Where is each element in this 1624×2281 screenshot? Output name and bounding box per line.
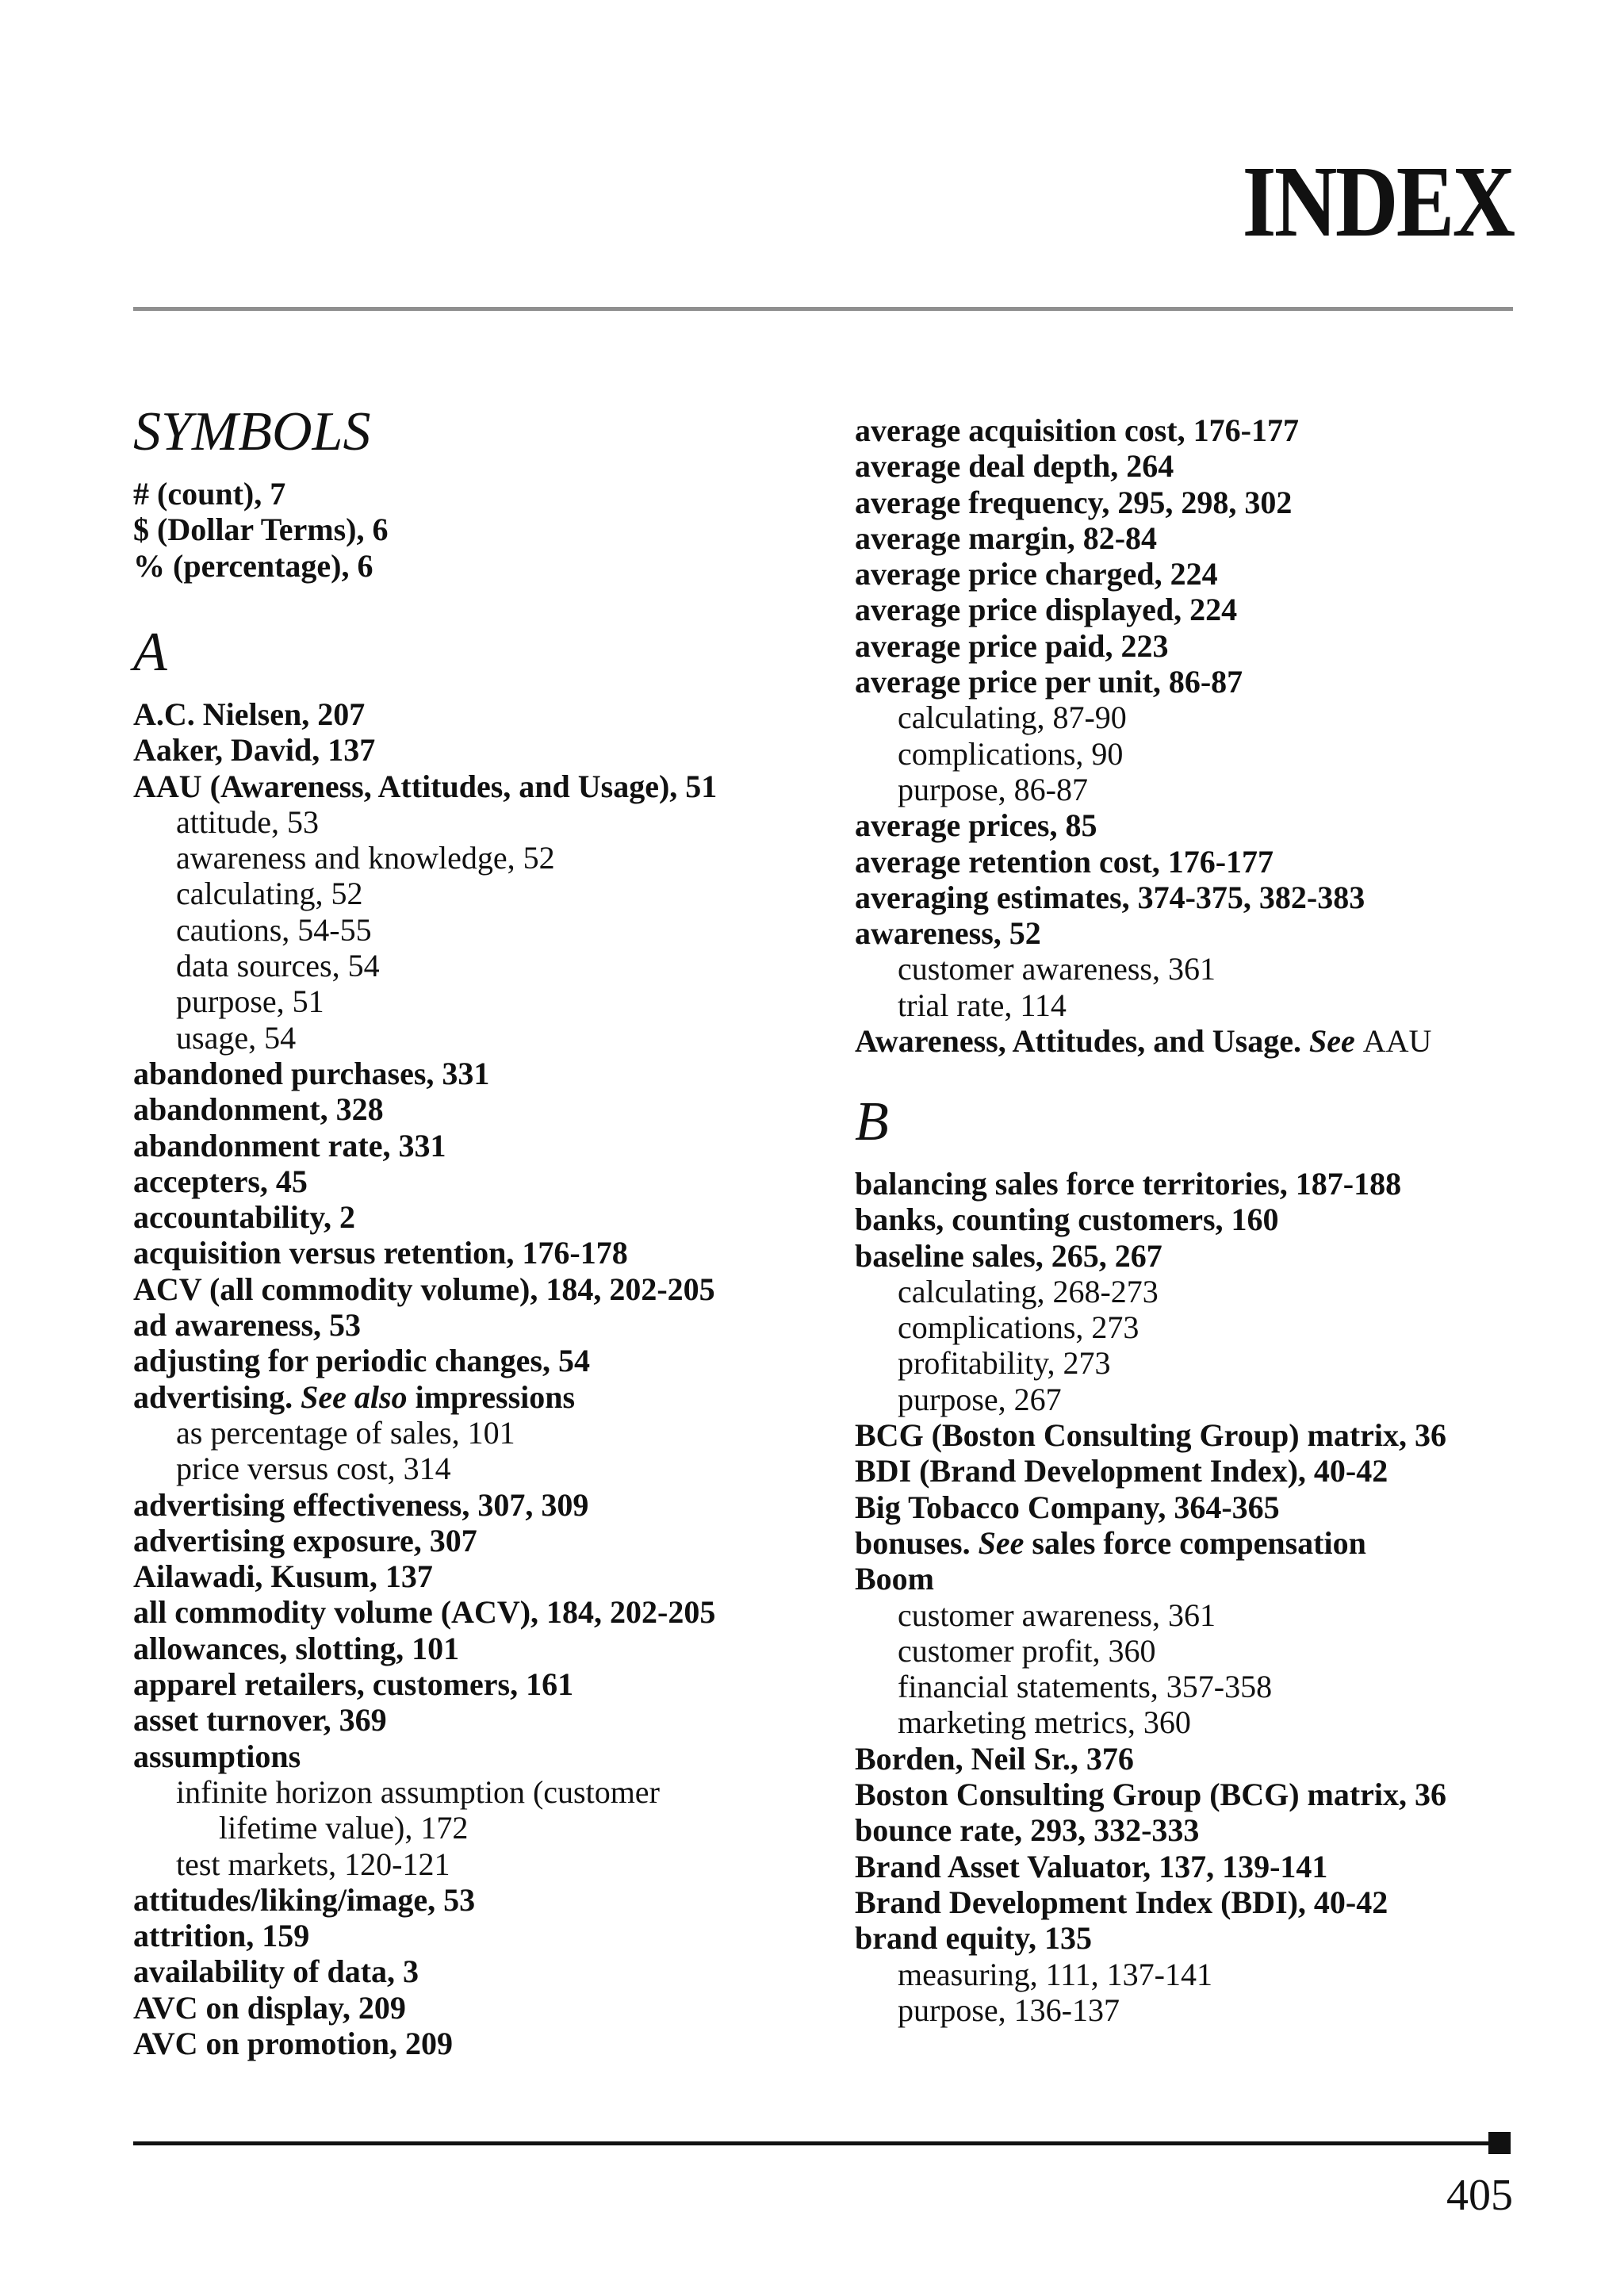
index-entry: [133, 1199, 847, 1235]
entry-text: customer awareness, 361: [898, 951, 1216, 987]
index-entry: [133, 1056, 847, 1091]
index-entry: [133, 548, 847, 584]
index-entry: [855, 1849, 1553, 1884]
index-subentry: [855, 1633, 1553, 1669]
index-entry: [855, 1561, 1553, 1597]
entry-text: customer profit, 360: [898, 1632, 1156, 1669]
see-reference: See also: [301, 1378, 408, 1415]
index-entry: [133, 1702, 847, 1738]
index-entry: [855, 664, 1553, 700]
entry-text: # (count), 7: [133, 476, 286, 512]
index-entry: [133, 732, 847, 768]
index-subentry: [855, 772, 1553, 807]
entry-text: average acquisition cost, 176-177: [855, 412, 1299, 448]
entry-text: average prices, 85: [855, 807, 1097, 844]
entry-text: all commodity volume (ACV), 184, 202-205: [133, 1594, 716, 1631]
index-entry: [855, 1238, 1553, 1274]
entry-text: awareness and knowledge, 52: [176, 840, 555, 876]
entry-text: abandonment rate, 331: [133, 1127, 446, 1164]
index-entry: [133, 1379, 847, 1415]
entry-text: average price displayed, 224: [855, 592, 1238, 628]
section-a: [133, 622, 847, 2061]
index-entry: [855, 1525, 1553, 1561]
index-subentry: [855, 736, 1553, 772]
index-entry: [133, 1882, 847, 1918]
page-number: 405: [1446, 2171, 1513, 2220]
index-subentry: [133, 1451, 847, 1486]
index-entry: [133, 1164, 847, 1199]
index-entry: [855, 628, 1553, 664]
footer-rule: [133, 2141, 1491, 2145]
index-entry: [855, 915, 1553, 951]
entry-text: accountability, 2: [133, 1199, 356, 1236]
entry-text: attitudes/liking/image, 53: [133, 1881, 476, 1918]
index-entry: [855, 1023, 1553, 1059]
index-subentry: [855, 700, 1553, 735]
entry-text: lifetime value), 172: [219, 1810, 469, 1846]
entry-text: bounce rate, 293, 332-333: [855, 1812, 1200, 1849]
index-entry: [855, 520, 1553, 556]
entry-text: marketing metrics, 360: [898, 1704, 1191, 1741]
entry-text: abandoned purchases, 331: [133, 1055, 490, 1091]
entry-list-b: [855, 1166, 1553, 2028]
index-entry: [133, 1343, 847, 1378]
entry-text: baseline sales, 265, 267: [855, 1237, 1162, 1274]
index-entry: [133, 696, 847, 732]
entry-text: profitability, 273: [898, 1345, 1111, 1382]
index-entry: [855, 1741, 1553, 1777]
entry-text: average price paid, 223: [855, 627, 1169, 664]
entry-text: Ailawadi, Kusum, 137: [133, 1558, 433, 1595]
index-subentry: [133, 804, 847, 840]
entry-text: $ (Dollar Terms), 6: [133, 512, 389, 548]
section-heading-symbols: SYMBOLS: [133, 401, 371, 462]
index-entry: [855, 448, 1553, 484]
section-heading-a: A: [133, 622, 167, 683]
entry-text: as percentage of sales, 101: [176, 1414, 515, 1451]
entry-text: assumptions: [133, 1738, 301, 1774]
entry-list-symbols: [133, 476, 847, 584]
entry-text: average price per unit, 86-87: [855, 664, 1243, 700]
index-entry: [855, 592, 1553, 627]
entry-text: adjusting for periodic changes, 54: [133, 1343, 590, 1379]
index-entry: [133, 1487, 847, 1523]
entry-text: acquisition versus retention, 176-178: [133, 1235, 628, 1271]
entry-text: Boom: [855, 1561, 934, 1597]
index-entry: [133, 1739, 847, 1774]
index-entry: [855, 844, 1553, 880]
index-entry: [133, 1235, 847, 1271]
entry-text: infinite horizon assumption (customer: [176, 1773, 660, 1810]
entry-text: asset turnover, 369: [133, 1702, 387, 1739]
entry-text: ACV (all commodity volume), 184, 202-205: [133, 1271, 715, 1307]
index-subentry: [855, 1992, 1553, 2028]
index-entry: [133, 1953, 847, 1989]
entry-text: average deal depth, 264: [855, 448, 1174, 485]
entry-text: brand equity, 135: [855, 1920, 1092, 1957]
entry-text: ad awareness, 53: [133, 1307, 362, 1344]
entry-text: calculating, 52: [176, 876, 363, 912]
entry-text: Boston Consulting Group (BCG) matrix, 36: [855, 1777, 1447, 1813]
index-subentry: [133, 1415, 847, 1451]
index-subentry: [133, 1810, 847, 1846]
entry-text: data sources, 54: [176, 948, 380, 984]
entry-text: financial statements, 357-358: [898, 1669, 1273, 1705]
index-subentry: [855, 1345, 1553, 1381]
see-target: AAU: [1362, 1023, 1432, 1060]
index-subentry: [855, 1669, 1553, 1704]
index-entry: [855, 1166, 1553, 1202]
page-title: INDEX: [1242, 145, 1513, 258]
index-subentry: [133, 1774, 847, 1810]
see-reference: See: [1309, 1023, 1355, 1060]
index-entry: [855, 556, 1553, 592]
entry-text: calculating, 268-273: [898, 1273, 1159, 1309]
entry-text: purpose, 51: [176, 983, 324, 1020]
see-target: impressions: [415, 1378, 576, 1415]
entry-list-a-continued: [855, 412, 1553, 1059]
index-entry: [133, 1631, 847, 1666]
index-entry: [855, 485, 1553, 520]
entry-text: price versus cost, 314: [176, 1451, 451, 1487]
entry-text: attitude, 53: [176, 803, 319, 840]
index-subentry: [133, 876, 847, 911]
index-subentry: [855, 1704, 1553, 1740]
entry-text: availability of data, 3: [133, 1953, 419, 1990]
entry-text: cautions, 54-55: [176, 911, 372, 948]
index-entry: [855, 1777, 1553, 1812]
entry-text: complications, 273: [898, 1309, 1139, 1346]
entry-text: calculating, 87-90: [898, 700, 1127, 736]
index-entry: [855, 1417, 1553, 1453]
index-entry: [133, 1918, 847, 1953]
entry-text: awareness, 52: [855, 915, 1041, 952]
section-heading-b: B: [855, 1091, 889, 1152]
entry-text: AVC on display, 209: [133, 1989, 406, 2026]
entry-text: average price charged, 224: [855, 556, 1218, 592]
index-entry: [855, 880, 1553, 915]
index-subentry: [133, 1020, 847, 1056]
index-subentry: [133, 840, 847, 876]
entry-text: Awareness, Attitudes, and Usage.: [855, 1023, 1301, 1060]
index-entry: [855, 1202, 1553, 1237]
see-target: sales force compensation: [1032, 1524, 1366, 1561]
entry-text: advertising.: [133, 1378, 293, 1415]
index-entry: [133, 1271, 847, 1307]
index-subentry: [855, 987, 1553, 1023]
index-entry: [133, 1307, 847, 1343]
index-subentry: [855, 1382, 1553, 1417]
entry-text: advertising exposure, 307: [133, 1522, 477, 1558]
entry-text: banks, counting customers, 160: [855, 1202, 1279, 1238]
entry-text: advertising effectiveness, 307, 309: [133, 1486, 589, 1523]
index-entry: [855, 1812, 1553, 1848]
entry-text: balancing sales force territories, 187-188: [855, 1166, 1402, 1202]
entry-text: customer awareness, 361: [898, 1597, 1216, 1633]
index-entry: [855, 1920, 1553, 1956]
index-entry: [133, 769, 847, 804]
index-entry: [133, 1594, 847, 1630]
index-entry: [133, 1128, 847, 1164]
index-subentry: [133, 948, 847, 983]
index-subentry: [855, 1274, 1553, 1309]
entry-text: attrition, 159: [133, 1918, 310, 1954]
entry-text: trial rate, 114: [898, 987, 1067, 1023]
entry-text: allowances, slotting, 101: [133, 1630, 460, 1666]
entry-text: bonuses.: [855, 1524, 971, 1561]
index-entry: [133, 512, 847, 547]
index-entry: [855, 1884, 1553, 1920]
section-b: [855, 1091, 1553, 2028]
entry-text: Brand Asset Valuator, 137, 139-141: [855, 1848, 1328, 1884]
index-subentry: [855, 1597, 1553, 1633]
index-entry: [133, 1990, 847, 2026]
index-entry: [133, 1523, 847, 1558]
entry-text: average retention cost, 176-177: [855, 843, 1274, 880]
entry-text: accepters, 45: [133, 1163, 308, 1199]
index-entry: [133, 2026, 847, 2061]
entry-text: Borden, Neil Sr., 376: [855, 1740, 1134, 1777]
entry-text: A.C. Nielsen, 207: [133, 696, 366, 732]
index-subentry: [133, 983, 847, 1019]
entry-text: complications, 90: [898, 735, 1124, 772]
entry-text: BCG (Boston Consulting Group) matrix, 36: [855, 1417, 1447, 1454]
index-entry: [133, 1091, 847, 1127]
entry-text: purpose, 267: [898, 1381, 1062, 1417]
index-entry: [133, 1558, 847, 1594]
entry-text: abandonment, 328: [133, 1091, 384, 1128]
section-a-continued: [855, 412, 1553, 1059]
index-entry: [855, 412, 1553, 448]
title-rule: [133, 307, 1513, 311]
entry-text: average margin, 82-84: [855, 519, 1158, 556]
index-subentry: [855, 1309, 1553, 1345]
entry-text: test markets, 120-121: [176, 1846, 450, 1882]
entry-text: average frequency, 295, 298, 302: [855, 484, 1293, 520]
entry-text: AVC on promotion, 209: [133, 2025, 454, 2061]
section-symbols: [133, 401, 847, 584]
entry-list-a: [133, 696, 847, 2061]
index-subentry: [855, 1957, 1553, 1992]
entry-text: AAU (Awareness, Attitudes, and Usage), 51: [133, 768, 718, 804]
index-entry: [133, 1666, 847, 1702]
entry-text: apparel retailers, customers, 161: [133, 1666, 574, 1703]
index-entry: [133, 476, 847, 512]
index-subentry: [133, 1846, 847, 1882]
entry-text: Aaker, David, 137: [133, 732, 376, 769]
index-subentry: [855, 951, 1553, 987]
entry-text: % (percentage), 6: [133, 547, 373, 584]
entry-text: BDI (Brand Development Index), 40-42: [855, 1453, 1388, 1489]
index-entry: [855, 1453, 1553, 1489]
footer-square-marker: [1488, 2132, 1511, 2154]
entry-text: averaging estimates, 374-375, 382-383: [855, 879, 1365, 915]
index-subentry: [133, 912, 847, 948]
entry-text: usage, 54: [176, 1019, 297, 1056]
index-entry: [855, 807, 1553, 843]
entry-text: Brand Development Index (BDI), 40-42: [855, 1884, 1388, 1920]
entry-text: purpose, 136-137: [898, 1992, 1120, 2028]
entry-text: Big Tobacco Company, 364-365: [855, 1489, 1280, 1525]
entry-text: measuring, 111, 137-141: [898, 1956, 1212, 1992]
entry-text: purpose, 86-87: [898, 771, 1088, 807]
index-entry: [855, 1489, 1553, 1525]
see-reference: See: [978, 1524, 1025, 1561]
